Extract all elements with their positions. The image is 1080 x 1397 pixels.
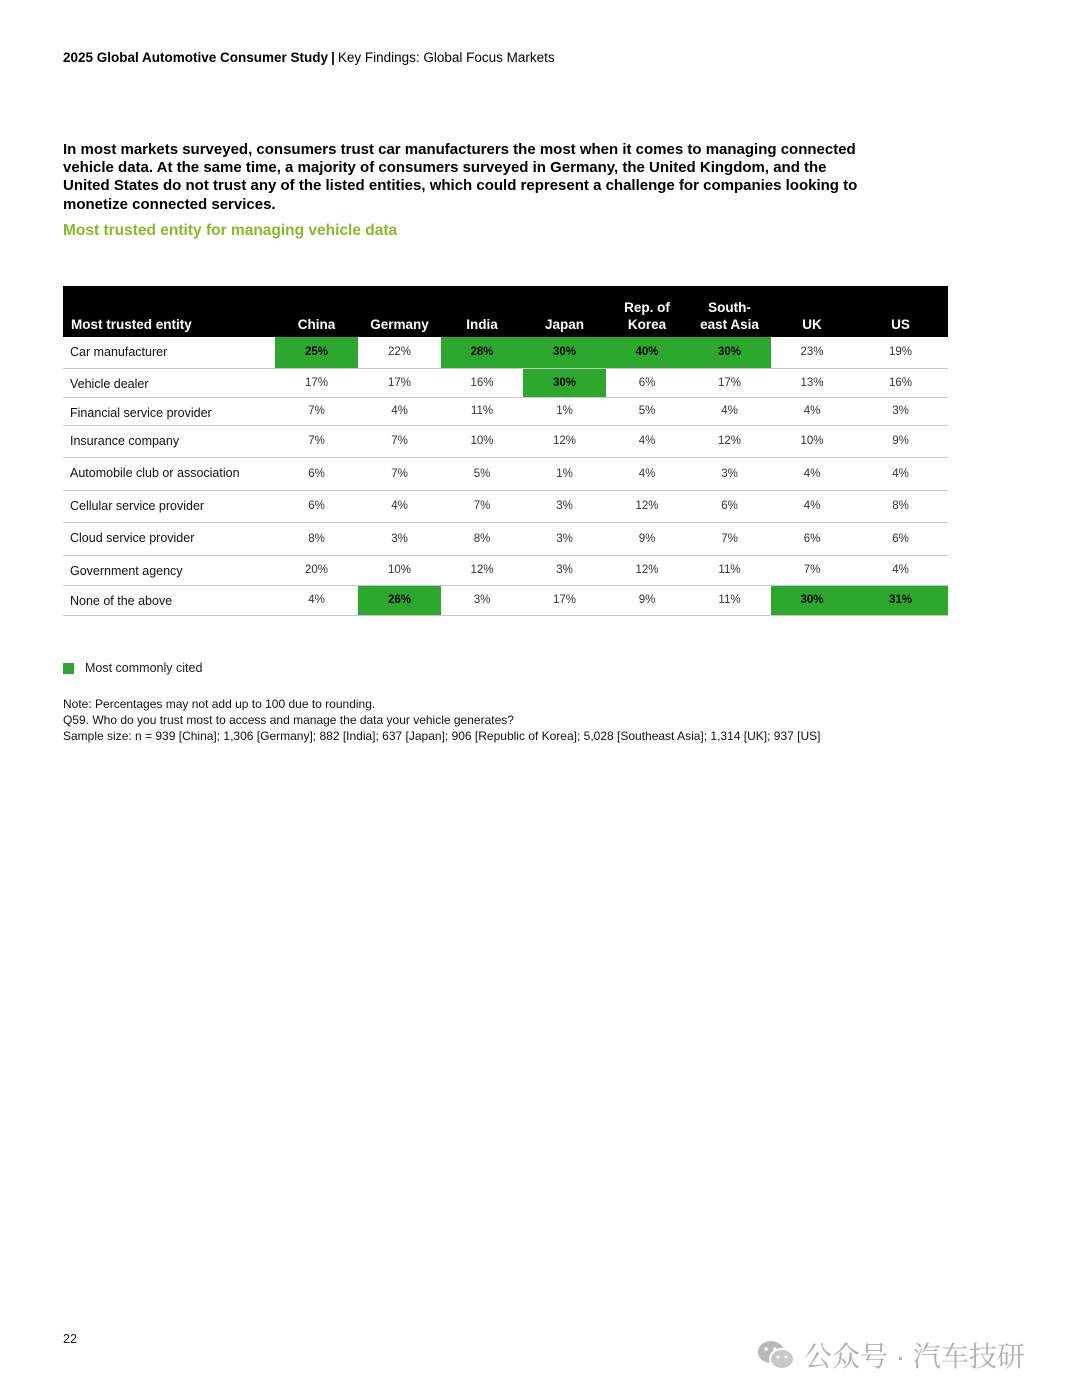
table-cell: 4% [606, 457, 688, 490]
table-cell: 8% [275, 522, 358, 555]
table-cell: 10% [358, 555, 441, 585]
column-header: UK [771, 286, 853, 337]
table-cell: 22% [358, 337, 441, 368]
row-label: Car manufacturer [63, 337, 275, 368]
watermark [756, 1335, 1025, 1375]
column-header-text: South-east Asia [700, 300, 759, 332]
table-cell: 30% [523, 337, 606, 368]
report-header [63, 50, 555, 65]
table-cell: 17% [275, 368, 358, 397]
table-cell: 4% [358, 397, 441, 425]
table-cell: 4% [358, 490, 441, 522]
column-header [688, 286, 771, 337]
table-cell: 4% [688, 397, 771, 425]
table-cell: 30% [523, 368, 606, 397]
table-cell: 9% [853, 425, 948, 457]
note-line: Q59. Who do you trust most to access and manage the data your vehicle generates? [63, 713, 514, 727]
trust-table [63, 286, 948, 616]
table-cell: 4% [853, 555, 948, 585]
table-cell: 4% [771, 490, 853, 522]
table-cell: 26% [358, 585, 441, 615]
table-cell: 17% [523, 585, 606, 615]
table-cell: 12% [606, 490, 688, 522]
column-header: US [853, 286, 948, 337]
table-cell: 3% [853, 397, 948, 425]
table-cell: 6% [275, 490, 358, 522]
header-separator: | [331, 50, 335, 65]
table-cell: 12% [441, 555, 523, 585]
table-cell: 4% [771, 457, 853, 490]
column-header: India [441, 286, 523, 337]
table-cell: 7% [358, 425, 441, 457]
table-cell: 3% [523, 555, 606, 585]
table-row [63, 425, 948, 457]
table-cell: 7% [358, 457, 441, 490]
table-cell: 31% [853, 585, 948, 615]
table-cell: 6% [606, 368, 688, 397]
wechat-icon [756, 1339, 796, 1371]
row-label: Government agency [63, 555, 275, 585]
table-cell: 8% [441, 522, 523, 555]
row-label: Financial service provider [63, 397, 275, 425]
table-cell: 30% [688, 337, 771, 368]
table-cell: 1% [523, 397, 606, 425]
column-header: China [275, 286, 358, 337]
table-cell: 3% [523, 522, 606, 555]
table-cell: 1% [523, 457, 606, 490]
row-label: None of the above [63, 585, 275, 615]
legend [63, 661, 202, 675]
row-label: Insurance company [63, 425, 275, 457]
table-cell: 7% [275, 425, 358, 457]
column-header: Most trusted entity [63, 286, 275, 337]
table-cell: 3% [523, 490, 606, 522]
table-subtitle: Most trusted entity for managing vehicle data [63, 222, 398, 239]
table-cell: 17% [688, 368, 771, 397]
table-row [63, 337, 948, 368]
column-header: Germany [358, 286, 441, 337]
table-cell: 19% [853, 337, 948, 368]
table-row [63, 397, 948, 425]
table-cell: 6% [688, 490, 771, 522]
table-cell: 13% [771, 368, 853, 397]
column-header [606, 286, 688, 337]
table-cell: 3% [688, 457, 771, 490]
table-row [63, 585, 948, 615]
report-section: Key Findings: Global Focus Markets [337, 50, 555, 65]
table-cell: 23% [771, 337, 853, 368]
column-header-text: Rep. of Korea [624, 300, 670, 332]
report-title: 2025 Global Automotive Consumer Study [63, 50, 329, 65]
row-label: Vehicle dealer [63, 368, 275, 397]
table-cell: 12% [688, 425, 771, 457]
column-header: Japan [523, 286, 606, 337]
table-cell: 28% [441, 337, 523, 368]
table-cell: 16% [441, 368, 523, 397]
table-cell: 7% [688, 522, 771, 555]
table-cell: 12% [523, 425, 606, 457]
table-body [63, 337, 948, 615]
intro-paragraph: In most markets surveyed, consumers trust car manufacturers the most when it comes to managing connected vehicle data. At the same time, a majority of consumers surveyed in Germany, the United Kingdom, and the United States do not trust any of the listed entities, which could represent a challenge for companies looking to monetize connected services. [63, 141, 858, 213]
table-row [63, 490, 948, 522]
page-number: 22 [63, 1332, 77, 1346]
notes [63, 696, 820, 744]
table-cell: 5% [441, 457, 523, 490]
table-cell: 6% [275, 457, 358, 490]
table-cell: 3% [441, 585, 523, 615]
note-line: Note: Percentages may not add up to 100 due to rounding. [63, 697, 376, 711]
table-cell: 11% [441, 397, 523, 425]
table-cell: 40% [606, 337, 688, 368]
table-cell: 17% [358, 368, 441, 397]
row-label: Cloud service provider [63, 522, 275, 555]
row-label: Cellular service provider [63, 490, 275, 522]
table-cell: 4% [771, 397, 853, 425]
table-cell: 30% [771, 585, 853, 615]
row-label: Automobile club or association [63, 457, 275, 490]
table-cell: 5% [606, 397, 688, 425]
legend-label: Most commonly cited [85, 661, 203, 675]
watermark-text: 公众号 · 汽车技研 [804, 1341, 1025, 1372]
table-cell: 6% [771, 522, 853, 555]
table-row [63, 368, 948, 397]
table-cell: 11% [688, 555, 771, 585]
table-cell: 25% [275, 337, 358, 368]
table-cell: 4% [853, 457, 948, 490]
table-cell: 10% [771, 425, 853, 457]
table-cell: 10% [441, 425, 523, 457]
table-cell: 7% [771, 555, 853, 585]
table-cell: 9% [606, 522, 688, 555]
table-cell: 7% [275, 397, 358, 425]
table-cell: 4% [606, 425, 688, 457]
table-cell: 9% [606, 585, 688, 615]
table-cell: 6% [853, 522, 948, 555]
table-cell: 11% [688, 585, 771, 615]
note-line: Sample size: n = 939 [China]; 1,306 [Germany]; 882 [India]; 637 [Japan]; 906 [Republic of Korea]; 5,028 [Southeast Asia]; 1,314 [UK]; 937 [US] [63, 729, 821, 743]
table-cell: 4% [275, 585, 358, 615]
legend-swatch [63, 663, 74, 674]
table-cell: 12% [606, 555, 688, 585]
table-cell: 7% [441, 490, 523, 522]
table-row [63, 457, 948, 490]
table-row [63, 555, 948, 585]
table-cell: 20% [275, 555, 358, 585]
table-header-row [63, 286, 948, 337]
table-row [63, 522, 948, 555]
table-cell: 8% [853, 490, 948, 522]
table-cell: 16% [853, 368, 948, 397]
table-cell: 3% [358, 522, 441, 555]
